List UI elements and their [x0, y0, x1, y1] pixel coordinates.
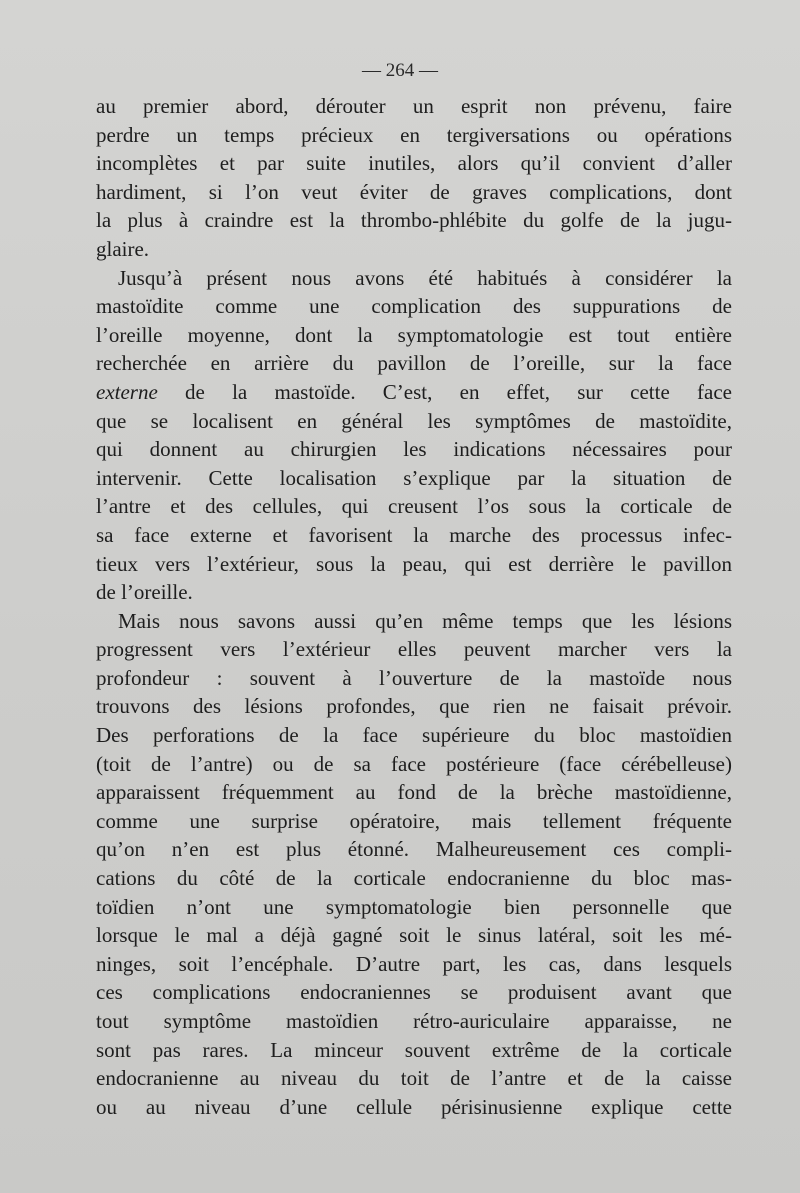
line-text: intervenir. Cette localisation s’explique par la situation de: [96, 465, 732, 490]
text-line: [96, 950, 732, 979]
line-text: profondeur : souvent à l’ouverture de la mastoïde nous: [96, 665, 732, 690]
line-text: (toit de l’antre) ou de sa face postérieure (face cérébelleuse): [96, 751, 732, 776]
line-text: apparaissent fréquemment au fond de la brèche mastoïdienne,: [96, 780, 732, 805]
text-line: [96, 635, 732, 664]
text-line: [96, 978, 732, 1007]
text-line: [96, 578, 732, 607]
text-line: [96, 235, 732, 264]
text-line: [96, 1036, 732, 1065]
text-line: [96, 378, 732, 407]
line-text: l’oreille moyenne, dont la symptomatologie est tout entière: [96, 322, 732, 347]
line-text: incomplètes et par suite inutiles, alors qu’il convient d’aller: [96, 151, 732, 176]
line-text: qu’on n’en est plus étonné. Malheureusement ces compli-: [96, 837, 732, 862]
line-text: ces complications endocraniennes se produisent avant que: [96, 980, 732, 1005]
line-text-italic: externe: [96, 379, 158, 404]
line-text: endocranienne au niveau du toit de l’antre et de la caisse: [96, 1066, 732, 1091]
line-text: mastoïdite comme une complication des suppurations de: [96, 294, 732, 319]
text-line: [96, 321, 732, 350]
line-text: Mais nous savons aussi qu’en même temps que les lésions: [118, 608, 732, 633]
text-line: [96, 492, 732, 521]
line-text: qui donnent au chirurgien les indications nécessaires pour: [96, 437, 732, 462]
text-line: [96, 607, 732, 636]
text-line: [96, 206, 732, 235]
text-line: [96, 835, 732, 864]
text-line: [96, 178, 732, 207]
text-line: [96, 778, 732, 807]
text-line: [96, 550, 732, 579]
text-line: [96, 435, 732, 464]
text-line: [96, 1093, 732, 1122]
text-line: [96, 692, 732, 721]
line-text: Des perforations de la face supérieure du bloc mastoïdien: [96, 723, 732, 748]
text-line: [96, 750, 732, 779]
line-text: trouvons des lésions profondes, que rien ne faisait prévoir.: [96, 694, 732, 719]
text-line: [96, 1064, 732, 1093]
line-text-after: de la mastoïde. C’est, en effet, sur cette face: [157, 379, 732, 404]
line-text: glaire.: [96, 236, 150, 261]
text-line: [96, 664, 732, 693]
line-text: sa face externe et favorisent la marche des processus infec-: [96, 522, 732, 547]
line-text: hardiment, si l’on veut éviter de graves complications, dont: [96, 179, 732, 204]
line-text: cations du côté de la corticale endocranienne du bloc mas-: [96, 866, 732, 891]
line-text: sont pas rares. La minceur souvent extrême de la corticale: [96, 1037, 732, 1062]
text-line: [96, 349, 732, 378]
text-line: [96, 264, 732, 293]
line-text: ninges, soit l’encéphale. D’autre part, les cas, dans lesquels: [96, 951, 732, 976]
text-line: [96, 721, 732, 750]
body-text: [96, 92, 732, 1121]
text-line: [96, 464, 732, 493]
text-line: [96, 921, 732, 950]
text-line: [96, 807, 732, 836]
text-line: [96, 149, 732, 178]
text-line: [96, 121, 732, 150]
text-line: [96, 92, 732, 121]
text-line: [96, 1007, 732, 1036]
line-text: au premier abord, dérouter un esprit non prévenu, faire: [96, 94, 732, 118]
text-line: [96, 521, 732, 550]
line-text: la plus à craindre est la thrombo-phlébite du golfe de la jugu-: [96, 208, 732, 233]
text-line: [96, 407, 732, 436]
line-text: l’antre et des cellules, qui creusent l’os sous la corticale de: [96, 494, 732, 519]
text-line: [96, 893, 732, 922]
line-text: ou au niveau d’une cellule périsinusienne explique cette: [96, 1094, 732, 1119]
text-line: [96, 864, 732, 893]
line-text: perdre un temps précieux en tergiversations ou opérations: [96, 122, 732, 147]
line-text: comme une surprise opératoire, mais tellement fréquente: [96, 808, 732, 833]
page-number: — 264 —: [362, 60, 438, 81]
line-text: tieux vers l’extérieur, sous la peau, qui est derrière le pavillon: [96, 551, 732, 576]
line-text: toïdien n’ont une symptomatologie bien personnelle que: [96, 894, 732, 919]
line-text: lorsque le mal a déjà gagné soit le sinus latéral, soit les mé-: [96, 923, 732, 948]
line-text: recherchée en arrière du pavillon de l’oreille, sur la face: [96, 351, 732, 376]
line-text: tout symptôme mastoïdien rétro-auriculaire apparaisse, ne: [96, 1009, 732, 1033]
line-text: de l’oreille.: [96, 580, 193, 605]
line-text: progressent vers l’extérieur elles peuvent marcher vers la: [96, 637, 732, 662]
line-text: que se localisent en général les symptômes de mastoïdite,: [96, 408, 732, 433]
line-text: Jusqu’à présent nous avons été habitués à considérer la: [118, 265, 732, 290]
text-line: [96, 292, 732, 321]
